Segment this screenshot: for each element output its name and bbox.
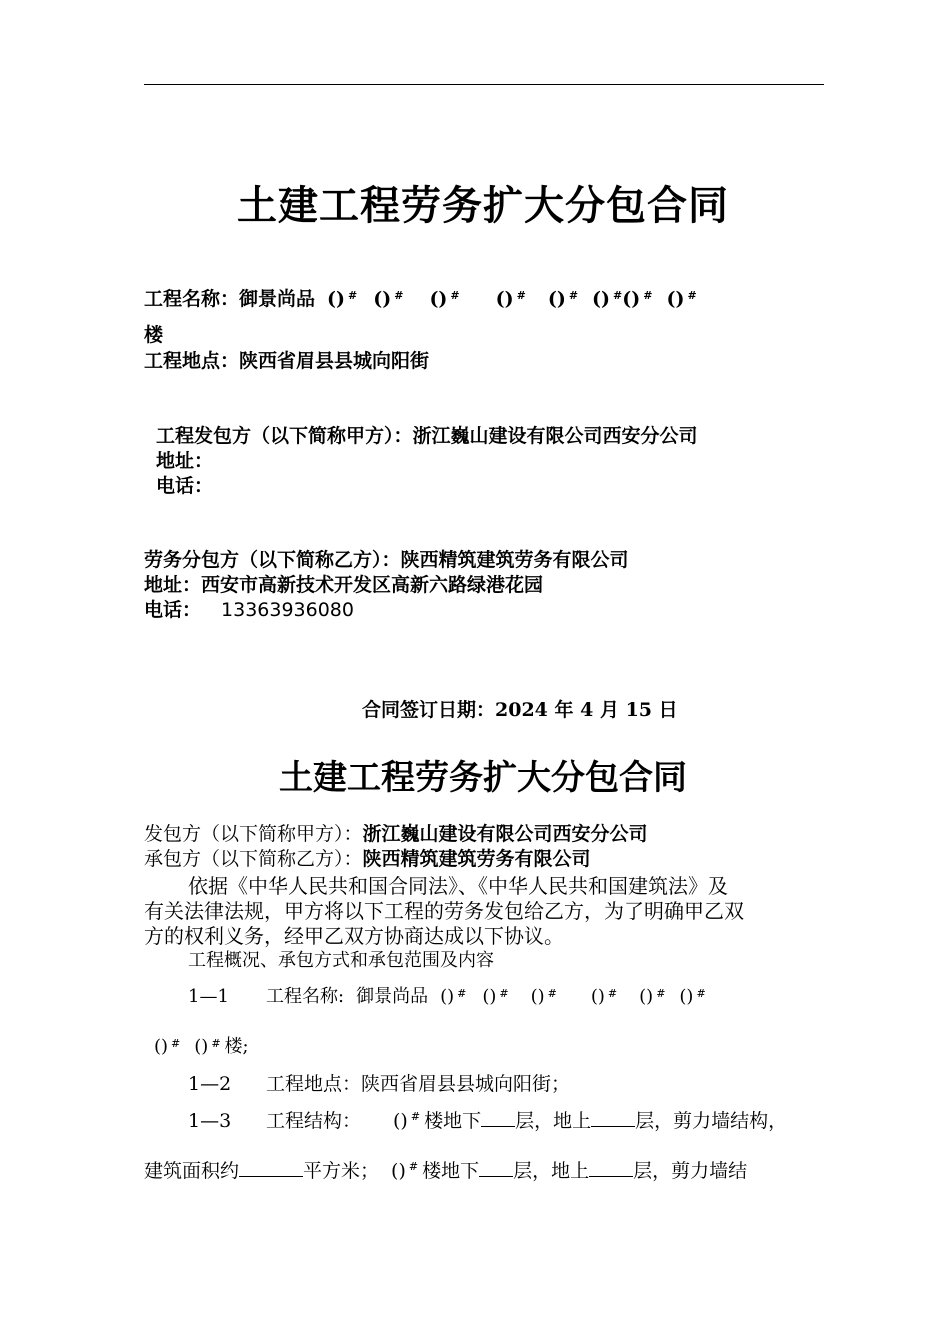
hash-mark: #: [643, 289, 653, 302]
cover-party-b-address: [144, 573, 543, 597]
party-a-label: 发包方（以下简称甲方）：: [144, 823, 363, 845]
project-name-value: 御景尚品: [239, 288, 316, 310]
party-b-address-value: 西安市高新技术开发区高新六路绿港花园: [201, 574, 544, 596]
hash-mark: #: [499, 987, 509, 1000]
body-party-a: [144, 822, 648, 846]
building-blank: (): [373, 288, 392, 310]
hash-mark: #: [457, 987, 467, 1000]
text-segment: 建筑面积约: [144, 1160, 240, 1182]
cover-party-a-address: 地址：: [156, 450, 214, 472]
hash-mark: #: [408, 1160, 419, 1173]
party-b-value: 陕西精筑建筑劳务有限公司: [400, 549, 629, 571]
building-blank: (): [194, 1036, 209, 1057]
party-b-address-label: 地址：: [144, 574, 202, 596]
building-blank: (): [622, 288, 641, 310]
party-b-label: 承包方（以下简称乙方）：: [144, 848, 363, 870]
hash-mark: #: [607, 987, 618, 1000]
hash-mark: #: [687, 289, 697, 302]
cover-party-b-phone: [144, 598, 354, 622]
building-blank: (): [666, 288, 685, 310]
cover-building-suffix: 楼: [144, 324, 164, 346]
cover-party-a-phone: 电话：: [156, 475, 214, 497]
item-1-1-continued: [154, 1035, 249, 1059]
text-segment: 层，剪力墙结: [633, 1160, 748, 1182]
hash-mark: #: [516, 289, 526, 302]
party-a-value: 浙江巍山建设有限公司西安分公司: [412, 425, 698, 447]
text-segment: 楼地下: [424, 1110, 482, 1132]
building-blank: (): [530, 986, 545, 1007]
cover-sign-date: [362, 698, 678, 722]
blank-underline[interactable]: [589, 1158, 633, 1177]
building-blank: (): [639, 986, 654, 1007]
contract-title: 土建工程劳务扩大分包合同: [279, 758, 687, 798]
text-segment: 层，地上: [515, 1110, 592, 1132]
preamble-line-2: 有关法律法规，甲方将以下工程的劳务发包给乙方，为了明确甲乙双: [144, 899, 744, 923]
cover-party-b: [144, 548, 629, 572]
item-number: 1—2: [188, 1073, 232, 1095]
party-b-value: 陕西精筑建筑劳务有限公司: [362, 848, 591, 870]
site-value: 陕西省眉县县城向阳街: [239, 350, 430, 372]
cover-project-name: [144, 287, 697, 311]
cover-party-a: [156, 424, 698, 448]
header-rule: [144, 84, 824, 85]
hash-mark: #: [450, 289, 460, 302]
hash-mark: #: [394, 289, 404, 302]
building-blank: (): [154, 1036, 169, 1057]
item-number: 1—3: [188, 1110, 232, 1132]
party-b-phone-value: 13363936080: [221, 599, 354, 621]
hash-mark: #: [171, 1037, 181, 1050]
building-blank: (): [482, 986, 497, 1007]
building-blank: (): [391, 1160, 406, 1182]
hash-mark: #: [696, 987, 706, 1000]
text-segment: 层，地上: [513, 1160, 590, 1182]
party-a-label: 工程发包方（以下简称甲方）：: [156, 425, 413, 447]
text-segment: 楼地下: [422, 1160, 480, 1182]
text-segment: 平方米；: [303, 1160, 380, 1182]
building-blank: (): [679, 986, 694, 1007]
hash-mark: #: [656, 987, 666, 1000]
building-blank: (): [327, 288, 346, 310]
site-label: 工程地点：: [144, 350, 240, 372]
item-1-1: [188, 985, 706, 1009]
hash-mark: #: [410, 1110, 421, 1123]
sign-date-label: 合同签订日期：: [362, 699, 496, 721]
building-blank: (): [547, 288, 566, 310]
cover-site: [144, 349, 429, 373]
text-segment: 层，剪力墙结构，: [635, 1110, 788, 1132]
building-blank: (): [495, 288, 514, 310]
building-blank: (): [590, 986, 605, 1007]
item-value: 御景尚品: [356, 986, 429, 1007]
blank-underline[interactable]: [239, 1158, 303, 1177]
item-suffix: 楼;: [224, 1036, 249, 1057]
preamble-line-3: 方的权利义务，经甲乙双方协商达成以下协议。: [144, 924, 564, 948]
item-1-2: [188, 1072, 570, 1096]
blank-underline[interactable]: [591, 1108, 635, 1127]
hash-mark: #: [348, 289, 358, 302]
item-number: 1—1: [188, 986, 229, 1007]
item-text: 工程地点：陕西省眉县县城向阳街；: [266, 1073, 571, 1095]
building-blank: (): [393, 1110, 408, 1132]
hash-mark: #: [568, 289, 579, 302]
party-a-value: 浙江巍山建设有限公司西安分公司: [362, 823, 648, 845]
body-party-b: [144, 847, 591, 871]
blank-underline[interactable]: [479, 1158, 513, 1177]
item-label: 工程结构：: [266, 1110, 362, 1132]
item-1-3: [188, 1108, 787, 1133]
hash-mark: #: [547, 987, 557, 1000]
hash-mark: #: [211, 1037, 221, 1050]
section-1-heading: 工程概况、承包方式和承包范围及内容: [188, 950, 494, 971]
cover-title: 土建工程劳务扩大分包合同: [237, 183, 729, 229]
hash-mark: #: [613, 289, 623, 302]
project-name-label: 工程名称：: [144, 288, 240, 310]
item-label: 工程名称:: [266, 986, 345, 1007]
preamble-line-1: 依据《中华人民共和国合同法》、《中华人民共和国建筑法》及: [188, 874, 728, 898]
building-blank: (): [592, 288, 611, 310]
blank-underline[interactable]: [481, 1108, 515, 1127]
party-b-label: 劳务分包方（以下简称乙方）：: [144, 549, 401, 571]
building-blank: (): [429, 288, 448, 310]
building-blank: (): [440, 986, 455, 1007]
sign-date-value: 2024 年 4 月 15 日: [495, 699, 678, 721]
party-b-phone-label: 电话：: [144, 599, 202, 621]
item-1-3-continued: [144, 1158, 747, 1183]
